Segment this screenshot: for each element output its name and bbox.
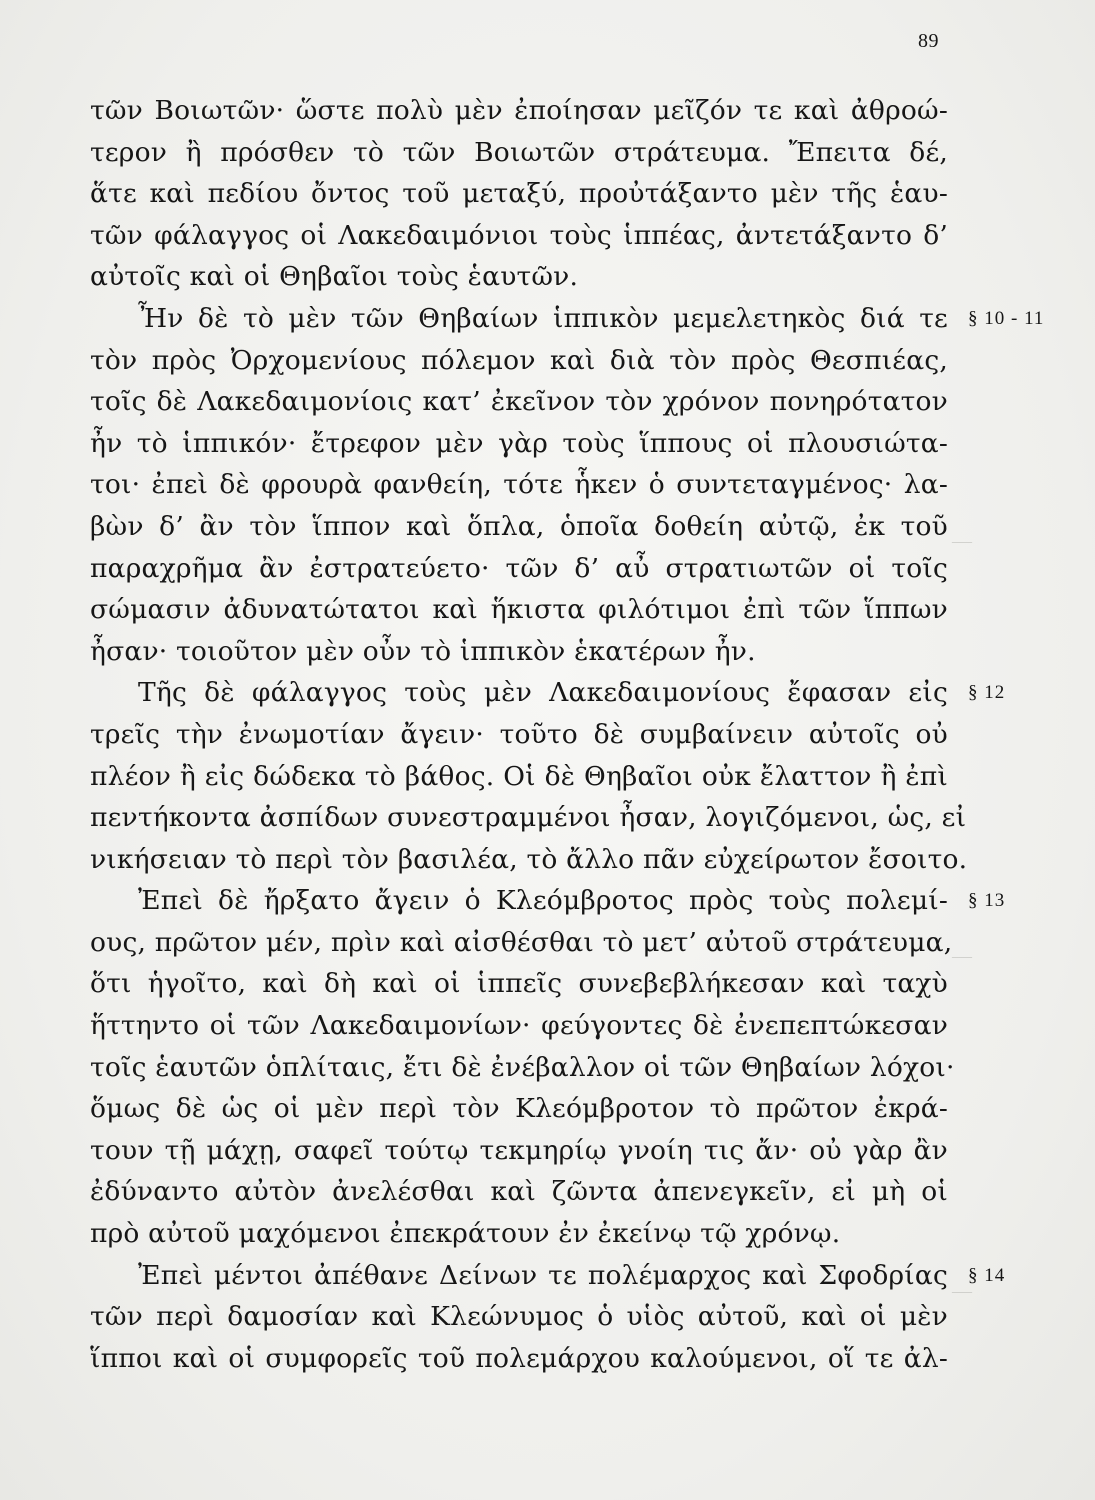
line-text: τερον ἢ πρόσθεν τὸ τῶν Βοιωτῶν στράτευμα. Ἔπειτα δέ, — [90, 136, 948, 168]
text-line — [90, 922, 953, 964]
text-line — [90, 1047, 955, 1089]
line-text: νικήσειαν τὸ περὶ τὸν βασιλέα, τὸ ἄλλο πᾶν εὐχείρωτον ἔσοιτο. — [90, 843, 968, 875]
line-text: Τῆς δὲ φάλαγγος τοὺς μὲν Λακεδαιμονίους ἔφασαν εἰς — [138, 677, 948, 709]
text-line — [90, 1213, 948, 1255]
line-text: τοῖς δὲ Λακεδαιμονίοις κατ’ ἐκεῖνον τὸν χρόνον πονηρότατον — [90, 386, 948, 418]
line-text: πεντήκοντα ἀσπίδων συνεστραμμένοι ἦσαν, λογιζόμενοι, ὡς, εἰ — [90, 802, 967, 834]
text-line — [90, 256, 948, 298]
line-text: ἥττηντο οἱ τῶν Λακεδαιμονίων· φεύγοντες δὲ ἐνεπεπτώκεσαν — [90, 1010, 948, 1042]
body-text — [90, 90, 1045, 1379]
line-text: Ἐπεὶ δὲ ἤρξατο ἄγειν ὁ Κλεόμβροτος πρὸς τοὺς πολεμί- — [138, 885, 948, 917]
text-line — [90, 797, 967, 839]
text-line — [90, 1338, 948, 1380]
section-marker: § 12 — [968, 682, 1006, 704]
line-text: τῶν φάλαγγος οἱ Λακεδαιμόνιοι τοὺς ἱππέας, ἀντετάξαντο δ’ — [90, 219, 948, 251]
paragraph-first-line — [90, 1255, 1006, 1297]
text-line — [90, 423, 948, 465]
line-text: Ἐπεὶ μέντοι ἀπέθανε Δείνων τε πολέμαρχος καὶ Σφοδρίας — [138, 1259, 948, 1291]
line-text: πλέον ἢ εἰς δώδεκα τὸ βάθος. Οἱ δὲ Θηβαῖοι οὐκ ἔλαττον ἢ ἐπὶ — [90, 760, 948, 792]
text-line — [90, 589, 948, 631]
text-line — [90, 1171, 948, 1213]
paragraph-first-line — [90, 672, 1006, 714]
paragraph-first-line — [90, 298, 1045, 340]
section-marker: § 10 - 11 — [968, 307, 1045, 329]
text-line — [90, 1296, 948, 1338]
text-line — [90, 1005, 948, 1047]
show-through-mark: — — [952, 1280, 972, 1302]
text-line — [90, 963, 948, 1005]
text-line — [90, 756, 948, 798]
text-line — [90, 548, 948, 590]
text-line — [90, 506, 948, 548]
line-text: Ἦν δὲ τὸ μὲν τῶν Θηβαίων ἱππικὸν μεμελετηκὸς διά τε — [138, 302, 948, 334]
line-text: τὸν πρὸς Ὀρχομενίους πόλεμον καὶ διὰ τὸν πρὸς Θεσπιέας, — [90, 344, 948, 376]
line-text: ἅτε καὶ πεδίου ὄντος τοῦ μεταξύ, προὐτάξαντο μὲν τῆς ἑαυ- — [90, 178, 948, 210]
line-text: ἵπποι καὶ οἱ συμφορεῖς τοῦ πολεμάρχου καλούμενοι, οἵ τε ἀλ- — [90, 1342, 948, 1374]
line-text: τῶν Βοιωτῶν· ὥστε πολὺ μὲν ἐποίησαν μεῖζόν τε καὶ ἀθροώ- — [90, 95, 948, 126]
show-through-mark: — — [952, 530, 972, 552]
line-text: ἦν τὸ ἱππικόν· ἔτρεφον μὲν γὰρ τοὺς ἵππους οἱ πλουσιώτα- — [90, 427, 948, 459]
line-text: βὼν δ’ ἂν τὸν ἵππον καὶ ὅπλα, ὁποῖα δοθείη αὐτῷ, ἐκ τοῦ — [90, 510, 948, 542]
line-text: τῶν περὶ δαμοσίαν καὶ Κλεώνυμος ὁ υἱὸς αὐτοῦ, καὶ οἱ μὲν — [90, 1301, 948, 1333]
text-line — [90, 464, 948, 506]
page-number: 89 — [918, 30, 939, 52]
line-text: παραχρῆμα ἂν ἐστρατεύετο· τῶν δ’ αὖ στρατιωτῶν οἱ τοῖς — [90, 552, 948, 584]
section-marker: § 14 — [968, 1264, 1006, 1286]
text-line — [90, 1088, 948, 1130]
line-text: ὅμως δὲ ὡς οἱ μὲν περὶ τὸν Κλεόμβροτον τὸ πρῶτον ἐκρά- — [90, 1093, 948, 1125]
text-line — [90, 173, 948, 215]
line-text: τοῖς ἑαυτῶν ὁπλίταις, ἔτι δὲ ἐνέβαλλον οἱ τῶν Θηβαίων λόχοι· — [90, 1051, 955, 1083]
line-text: τουν τῇ μάχῃ, σαφεῖ τούτῳ τεκμηρίῳ γνοίη τις ἄν· οὐ γὰρ ἂν — [90, 1134, 948, 1166]
line-text: ἐδύναντο αὐτὸν ἀνελέσθαι καὶ ζῶντα ἀπενεγκεῖν, εἰ μὴ οἱ — [90, 1176, 948, 1208]
text-line — [90, 215, 948, 257]
line-text: σώμασιν ἀδυνατώτατοι καὶ ἥκιστα φιλότιμοι ἐπὶ τῶν ἵππων — [90, 594, 948, 626]
line-text: ἦσαν· τοιοῦτον μὲν οὖν τὸ ἱππικὸν ἑκατέρων ἦν. — [90, 635, 756, 667]
paragraph-first-line — [90, 880, 1006, 922]
text-line — [90, 714, 948, 756]
line-text: ὅτι ἡγοῖτο, καὶ δὴ καὶ οἱ ἱππεῖς συνεβεβλήκεσαν καὶ ταχὺ — [90, 968, 948, 1000]
text-line — [90, 90, 948, 132]
line-text: αὐτοῖς καὶ οἱ Θηβαῖοι τοὺς ἑαυτῶν. — [90, 261, 579, 293]
text-line — [90, 340, 948, 382]
line-text: τρεῖς τὴν ἐνωμοτίαν ἄγειν· τοῦτο δὲ συμβαίνειν αὐτοῖς οὐ — [90, 718, 948, 750]
text-line — [90, 381, 948, 423]
line-text: πρὸ αὐτοῦ μαχόμενοι ἐπεκράτουν ἐν ἐκείνῳ τῷ χρόνῳ. — [90, 1218, 841, 1250]
text-line — [90, 839, 968, 881]
section-marker: § 13 — [968, 890, 1006, 912]
text-line — [90, 631, 948, 673]
line-text: τοι· ἐπεὶ δὲ φρουρὰ φανθείη, τότε ἧκεν ὁ συντεταγμένος· λα- — [90, 469, 948, 501]
text-line — [90, 132, 948, 174]
line-text: ους, πρῶτον μέν, πρὶν καὶ αἰσθέσθαι τὸ μετ’ αὐτοῦ στράτευμα, — [90, 926, 953, 958]
text-line — [90, 1130, 948, 1172]
show-through-mark: — — [952, 945, 972, 967]
